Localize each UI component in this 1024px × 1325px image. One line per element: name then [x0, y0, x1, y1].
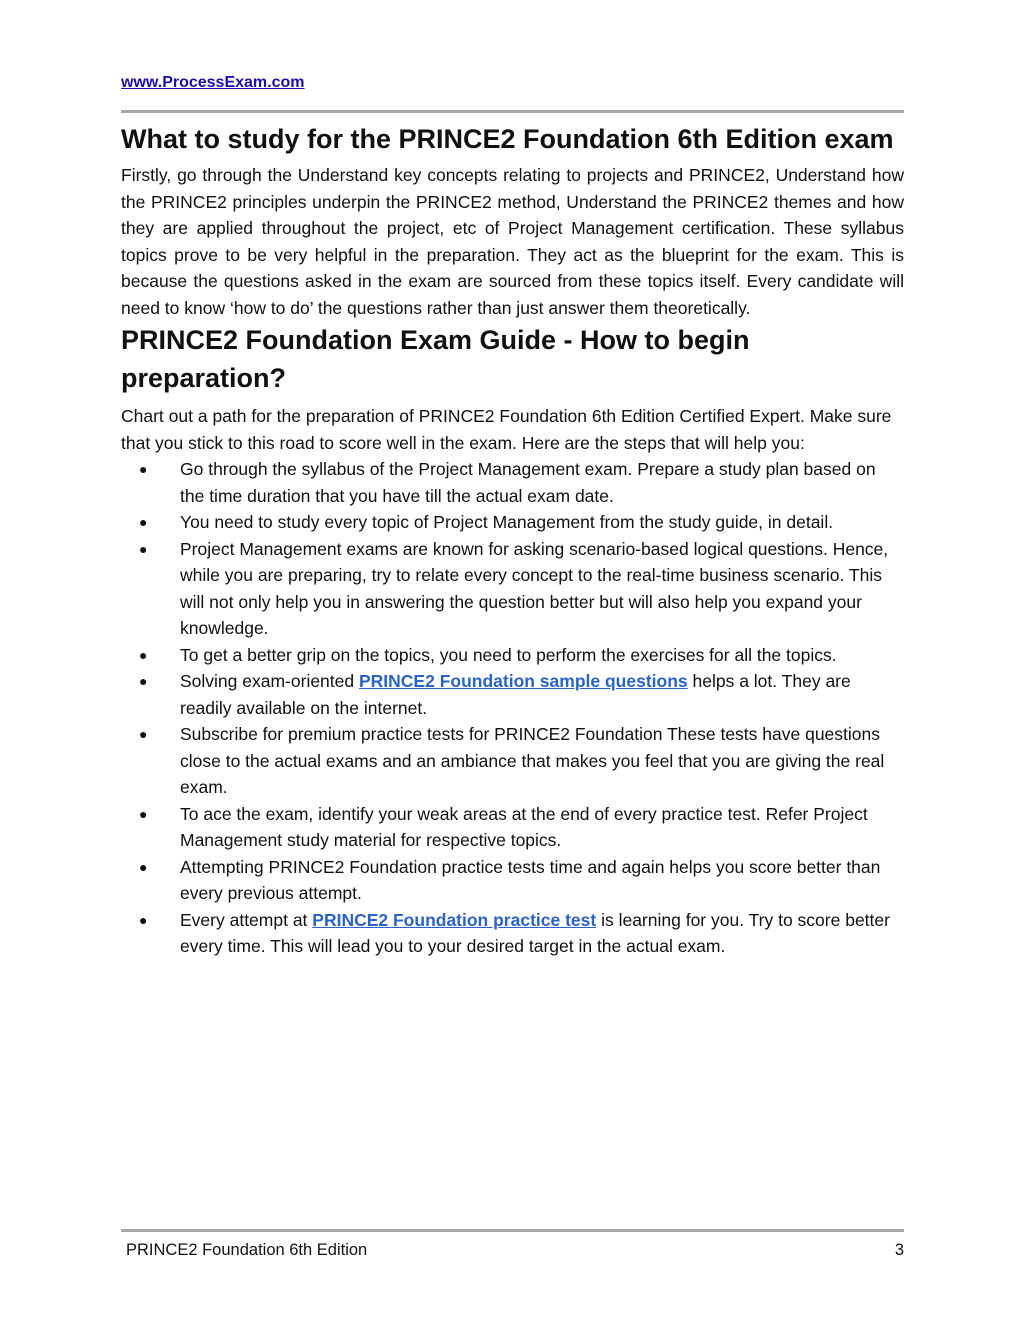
list-item-text: To ace the exam, identify your weak areas at the end of every practice test. Refer Project Management study material for respective topics. [180, 803, 868, 850]
header-divider [121, 110, 904, 113]
list-item [121, 801, 904, 854]
document-page [121, 0, 904, 1325]
bullet-icon: ● [139, 858, 148, 875]
list-item-text: Subscribe for premium practice tests for PRINCE2 Foundation These tests have questions close to the actual exams and an ambiance that makes you feel that you are giving the real exam. [180, 724, 885, 797]
site-link[interactable]: www.ProcessExam.com [121, 74, 305, 91]
list-item-text: You need to study every topic of Project Management from the study guide, in detail. [180, 512, 834, 532]
list-item [121, 854, 904, 907]
bullet-icon: ● [139, 646, 148, 663]
footer-divider [121, 1229, 904, 1232]
preparation-steps-list [121, 456, 904, 960]
list-item-text-after-link: is learning for you. Try to score better every time. This will lead you to your desired target in the actual exam. [180, 909, 890, 956]
list-item-text: Attempting PRINCE2 Foundation practice tests time and again helps you score better than every previous attempt. [180, 856, 881, 903]
section-paragraph-what-to-study: Firstly, go through the Understand key concepts relating to projects and PRINCE2, Understand how the PRINCE2 principles underpin the PRINCE2 method, Understand the PRINCE2 themes and how they are applied throughout the project, etc of Project Management certification. These syllabus topics prove to be very helpful in the preparation. They act as the blueprint for the exam. This is because the questions asked in the exam are sourced from these topics itself. Every candidate will need to know ‘how to do’ the questions rather than just answer them theoretically. [121, 165, 904, 318]
list-item [121, 668, 904, 721]
list-item [121, 536, 904, 642]
bullet-icon: ● [139, 540, 148, 557]
footer-title: PRINCE2 Foundation 6th Edition [126, 1241, 368, 1259]
bullet-icon: ● [139, 805, 148, 822]
page-number: 3 [894, 1241, 904, 1259]
bullet-icon: ● [139, 911, 148, 928]
list-item [121, 721, 904, 801]
list-item [121, 642, 904, 669]
practice-test-link[interactable]: PRINCE2 Foundation practice test [312, 909, 597, 930]
list-item-text: To get a better grip on the topics, you need to perform the exercises for all the topics. [180, 644, 837, 665]
list-item-text-before-link: Solving exam-oriented [180, 671, 359, 691]
list-item [121, 509, 904, 536]
bullet-icon: ● [139, 514, 148, 530]
list-item-text-after-link: helps a lot. They are readily available on the internet. [180, 671, 851, 718]
list-item [121, 907, 904, 960]
bullet-icon: ● [139, 461, 148, 477]
bullet-icon: ● [139, 673, 148, 689]
section-title-exam-guide: PRINCE2 Foundation Exam Guide - How to begin preparation? [121, 325, 750, 393]
list-item-text-before-link: Every attempt at [180, 909, 313, 930]
section-intro-exam-guide: Chart out a path for the preparation of PRINCE2 Foundation 6th Edition Certified Expert. Make sure that you stick to this road to score well in the exam. Here are the steps that will help you: [121, 406, 892, 453]
section-title-what-to-study: What to study for the PRINCE2 Foundation 6th Edition exam [121, 124, 894, 154]
bullet-icon: ● [139, 726, 148, 742]
list-item [121, 456, 904, 509]
page-content [121, 120, 904, 960]
list-item-text: Go through the syllabus of the Project Management exam. Prepare a study plan based on the time duration that you have till the actual exam date. [180, 459, 876, 506]
list-item-text: Project Management exams are known for asking scenario-based logical questions. Hence, while you are preparing, try to relate every concept to the real-time business scenario. This will not only help you in answering the question better but will also help you expand your knowledge. [180, 538, 889, 638]
sample-questions-link[interactable]: PRINCE2 Foundation sample questions [358, 671, 688, 691]
